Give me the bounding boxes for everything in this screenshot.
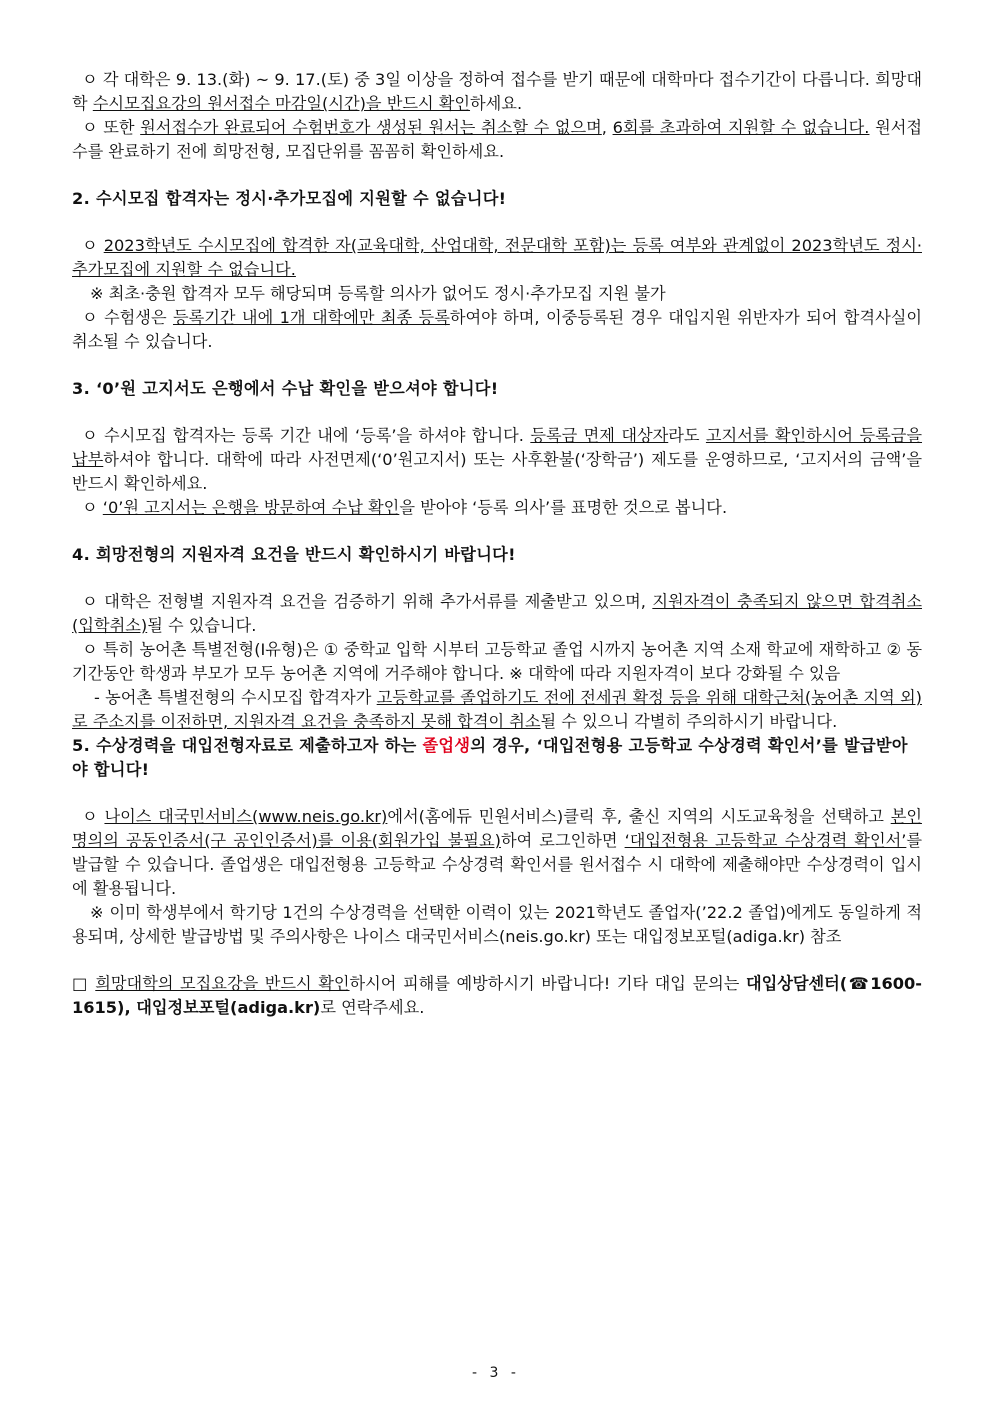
bold-text: 대입상담센터(☎1600-1615), 대입정보포털(adiga.kr) (72, 974, 922, 1017)
underlined-text: 나이스 대국민서비스(www.neis.go.kr) (104, 807, 388, 826)
s4-paragraph-1 (72, 590, 922, 638)
underlined-text: 등록금 면제 대상자 (530, 426, 669, 445)
text: 될 수 있으니 각별히 주의하시기 바랍니다. (540, 712, 838, 731)
s2-paragraph-1 (72, 234, 922, 282)
section-4-heading: 4. 희망전형의 지원자격 요건을 반드시 확인하시기 바랍니다! (72, 545, 516, 564)
text: ㅇ (82, 236, 104, 255)
text: 하여 로그인하면 (500, 831, 625, 850)
text: 하여야 하며, 이중등록된 경우 대입지원 위반자가 되어 합격사실이 취소될 수 있습니다. (72, 308, 922, 351)
underlined-text: 수시모집요강의 원서접수 마감일(시간)을 반드시 확인 (92, 94, 471, 113)
text: ㅇ 각 대학은 9. 13.(화) ~ 9. 17.(토) 중 3일 이상을 정하여 접수를 받기 때문에 대학마다 접수기간이 다릅니다. 희망대학 (72, 70, 922, 113)
heading-text: 5. 수상경력을 대입전형자료로 제출하고자 하는 (72, 736, 423, 755)
underlined-text: 2023학년도 수시모집에 합격한 자(교육대학, 산업대학, 전문대학 포함)는 등록 여부와 관계없이 2023학년도 정시·추가모집에 지원할 수 없습니다. (72, 236, 922, 279)
s2-note: ※ 최초·충원 합격자 모두 해당되며 등록할 의사가 없어도 정시·추가모집 지원 불가 (90, 284, 666, 303)
underlined-text: 지원자격이 충족되지 않으면 합격취소(입학취소) (72, 592, 922, 635)
underlined-text: 등록기간 내에 1개 대학에만 최종 등록 (172, 308, 450, 327)
s1-paragraph-2 (72, 116, 922, 164)
underlined-text: 본인 명의의 공동인증서(구 공인인증서)를 이용(회원가입 불필요) (72, 807, 922, 850)
text: 하시어 피해를 예방하시기 바랍니다! 기타 대입 문의는 (349, 974, 746, 993)
text: , (601, 118, 613, 137)
underlined-text: 고등학교를 졸업하기도 전에 전세권 확정 등을 위해 대학근처(농어촌 지역 외)로 주소지를 이전하면, 지원자격 요건을 충족하지 못해 합격이 취소 (72, 688, 922, 731)
s4-paragraph-3 (72, 686, 922, 734)
text: ㅇ 수시모집 합격자는 등록 기간 내에 ‘등록’을 하셔야 합니다. (82, 426, 531, 445)
page-number: - 3 - (472, 1365, 520, 1381)
closing-paragraph (72, 972, 922, 1020)
s3-paragraph-1 (72, 424, 922, 496)
text: ㅇ (82, 498, 103, 517)
text: 를 발급할 수 있습니다. 졸업생은 대입전형용 고등학교 수상경력 확인서를 원서접수 시 대학에 제출해야만 수상경력이 입시에 활용됩니다. (72, 831, 922, 898)
text: 라도 (668, 426, 706, 445)
document-body (72, 68, 922, 1020)
s2-paragraph-2 (72, 306, 922, 354)
underlined-text: 희망대학의 모집요강을 반드시 확인 (95, 974, 350, 993)
heading-highlight: 졸업생 (422, 736, 471, 755)
text: 에서(홈에듀 민원서비스)클릭 후, 출신 지역의 시도교육청을 선택하고 (387, 807, 891, 826)
underlined-text: 고지서를 확인하시어 등록금을 납부 (72, 426, 923, 469)
text: 로 연락주세요. (320, 998, 425, 1017)
underlined-text: ‘대입전형용 고등학교 수상경력 확인서’ (624, 831, 907, 850)
heading-text: 의 경우, ‘대입전형용 고등학교 수상경력 확인서’를 발급받아야 합니다! (72, 736, 908, 779)
section-2-heading: 2. 수시모집 합격자는 정시·추가모집에 지원할 수 없습니다! (72, 189, 507, 208)
text: ㅇ 수험생은 (82, 308, 173, 327)
text: 될 수 있습니다. (147, 616, 257, 635)
s3-paragraph-2 (72, 496, 922, 520)
text: - 농어촌 특별전형의 수시모집 합격자가 (94, 688, 377, 707)
text: 하세요. (470, 94, 523, 113)
text: ㅇ 대학은 전형별 지원자격 요건을 검증하기 위해 추가서류를 제출받고 있으며, (82, 592, 653, 611)
text: 하셔야 합니다. 대학에 따라 사전면제(‘0’원고지서) 또는 사후환불(‘장학금’) 제도를 운영하므로, ‘고지서의 금액’을 반드시 확인하세요. (72, 450, 922, 493)
s5-paragraph-1 (72, 805, 922, 901)
s1-paragraph-1 (72, 68, 922, 116)
text: ㅇ 또한 (82, 118, 141, 137)
underlined-text: ‘0’원 고지서는 은행을 방문하여 수납 확인 (102, 498, 400, 517)
section-3-heading: 3. ‘0’원 고지서도 은행에서 수납 확인을 받으셔야 합니다! (72, 379, 499, 398)
text: ㅇ (82, 807, 105, 826)
text: 을 받아야 ‘등록 의사’를 표명한 것으로 봅니다. (399, 498, 728, 517)
s4-paragraph-2: ㅇ 특히 농어촌 특별전형(I유형)은 ① 중학교 입학 시부터 고등학교 졸업 시까지 농어촌 지역 소재 학교에 재학하고 ② 동 기간동안 학생과 부모가 모두 농어촌 지역에 거주해야 합니다. ※ 대학에 따라 지원자격이 보다 강화될 수 있음 (72, 640, 922, 683)
underlined-text: 원서접수가 완료되어 수험번호가 생성된 원서는 취소할 수 없으며 (140, 118, 602, 137)
text: □ (72, 974, 96, 993)
underlined-text: 6회를 초과하여 지원할 수 없습니다. (612, 118, 870, 137)
section-5-heading (72, 734, 922, 782)
s5-note: ※ 이미 학생부에서 학기당 1건의 수상경력을 선택한 이력이 있는 2021학년도 졸업자(’22.2 졸업)에게도 동일하게 적용되며, 상세한 발급방법 및 주의사항은 나이스 대국민서비스(neis.go.kr) 또는 대입정보포털(adiga.kr) 참조 (72, 903, 922, 946)
text: 원서접수를 완료하기 전에 희망전형, 모집단위를 꼼꼼히 확인하세요. (72, 118, 922, 161)
